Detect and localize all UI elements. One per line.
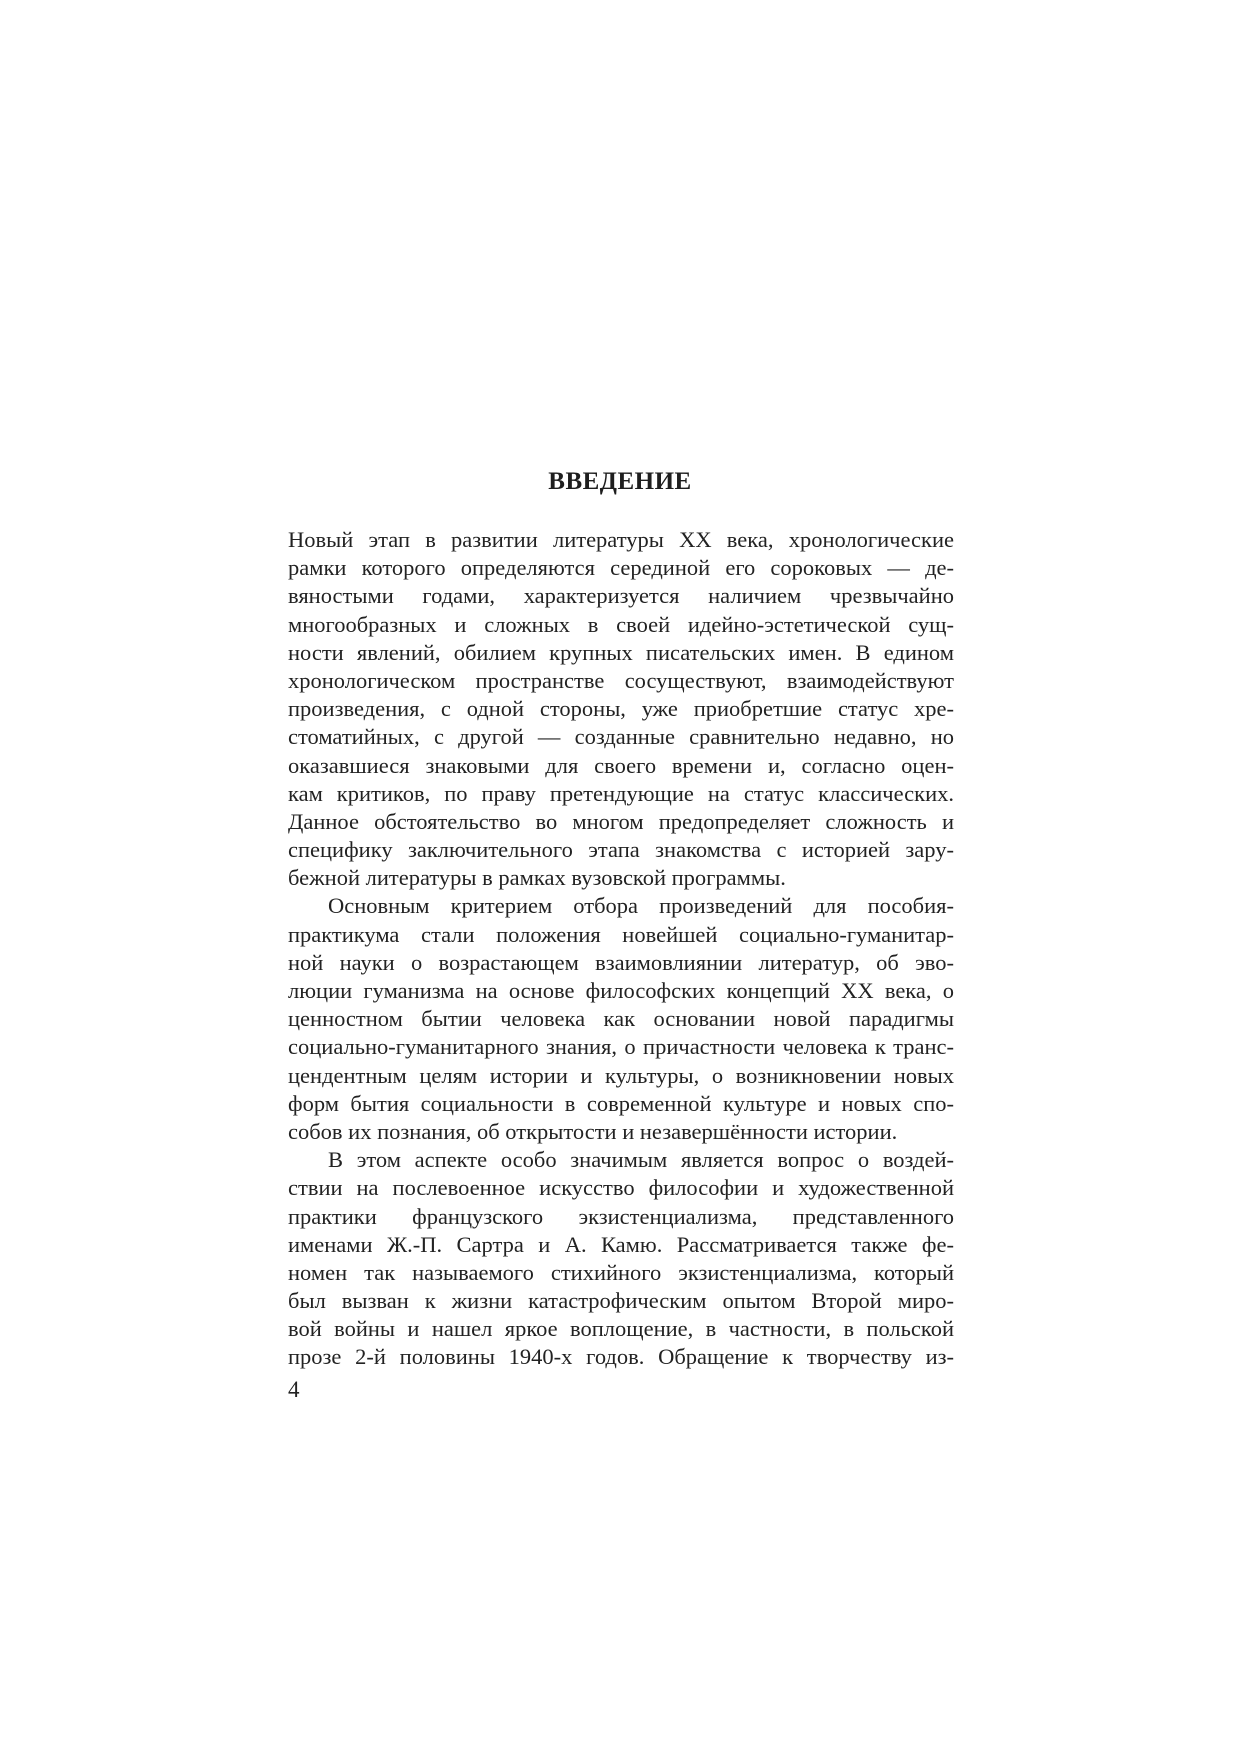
body-text [288,526,954,1372]
text-line: форм бытия социальности в современной культуре и новых спо- [288,1090,954,1116]
text-line: практики французского экзистенциализма, представленного [288,1203,954,1229]
text-line: цендентным целям истории и культуры, о возникновении новых [288,1062,954,1088]
text-line: хронологическом пространстве сосуществуют, взаимодействуют [288,667,954,693]
text-line: именами Ж.-П. Сартра и А. Камю. Рассматривается также фе- [288,1231,954,1257]
text-line: был вызван к жизни катастрофическим опытом Второй миро- [288,1288,954,1314]
text-line: социально-гуманитарного знания, о причастности человека к транс- [288,1034,954,1060]
text-line: ной науки о возрастающем взаимовлиянии литератур, об эво- [288,949,954,975]
text-line: прозе 2-й половины 1940-х годов. Обращение к творчеству из- [288,1344,954,1370]
text-line: номен так называемого стихийного экзистенциализма, который [288,1259,954,1285]
page-title: ВВЕДЕНИЕ [548,468,692,495]
page-number: 4 [288,1377,300,1402]
text-line: Основным критерием отбора произведений для пособия- [328,893,954,919]
text-line: В этом аспекте особо значимым является вопрос о воздей- [328,1147,954,1173]
text-line: Данное обстоятельство во многом предопределяет сложность и [288,808,954,834]
text-line: вяностыми годами, характеризуется наличием чрезвычайно [288,583,954,609]
text-line: бежной литературы в рамках вузовской программы. [288,865,786,891]
text-line: рамки которого определяются серединой его сороковых — де- [288,555,954,581]
text-line: стоматийных, с другой — созданные сравнительно недавно, но [288,724,954,750]
paragraph [288,892,954,1146]
text-line: ствии на послевоенное искусство философии и художественной [288,1175,954,1201]
paragraph [288,1146,954,1372]
text-line: практикума стали положения новейшей социально-гуманитар- [288,921,954,947]
text-line: люции гуманизма на основе философских концепций XX века, о [288,978,954,1003]
text-line: кам критиков, по праву претендующие на статус классических. [288,780,954,806]
text-line: специфику заключительного этапа знакомства с историей зару- [288,837,954,863]
paragraph [288,526,954,892]
text-line: произведения, с одной стороны, уже приобретшие статус хре- [288,696,954,722]
text-line: многообразных и сложных в своей идейно-эстетической сущ- [288,611,954,637]
text-line: собов их познания, об открытости и незавершённости истории. [288,1118,898,1144]
text-line: ности явлений, обилием крупных писательских имен. В едином [288,639,954,665]
text-line: вой войны и нашел яркое воплощение, в частности, в польской [288,1316,954,1342]
text-line: Новый этап в развитии литературы XX века, хронологические [288,527,954,552]
text-line: оказавшиеся знаковыми для своего времени и, согласно оцен- [288,752,954,778]
text-line: ценностном бытии человека как основании новой парадигмы [288,1006,954,1032]
